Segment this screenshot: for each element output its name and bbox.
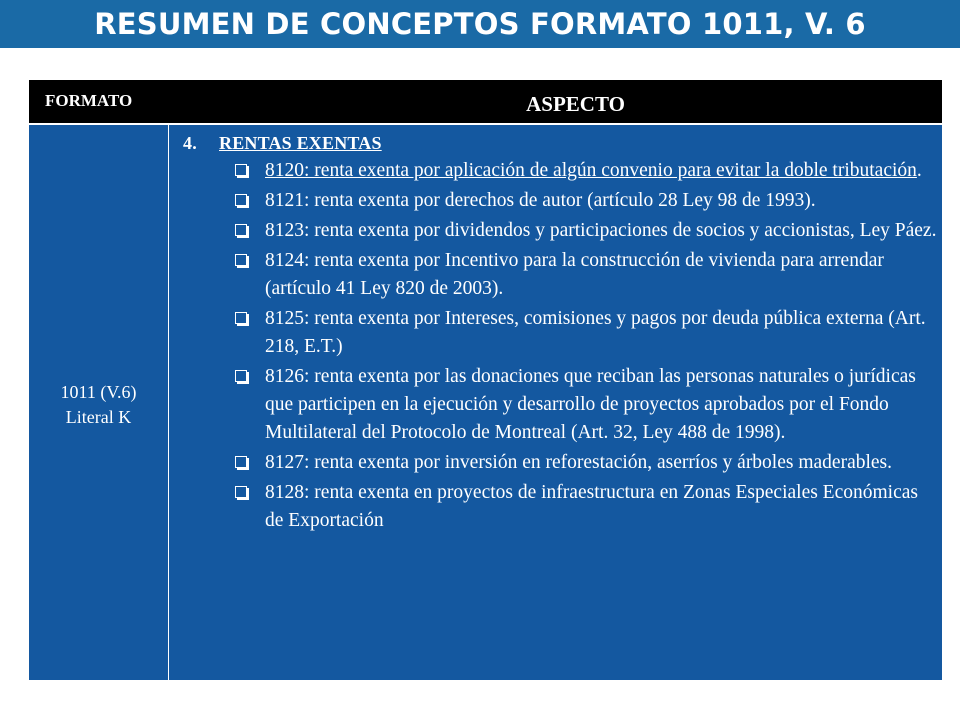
aspecto-cell	[169, 125, 942, 680]
list-item	[229, 247, 941, 303]
item-text-tail: .	[916, 160, 922, 181]
list-item	[229, 449, 941, 477]
formato-version: 1011 (V.6)	[60, 381, 137, 402]
formato-cell	[29, 125, 169, 680]
item-text: 8123: renta exenta por dividendos y participaciones de socios y accionistas, Ley Páez.	[265, 220, 937, 241]
hollow-square-bullet-icon	[235, 370, 247, 382]
item-text: 8128: renta exenta en proyectos de infraestructura en Zonas Especiales Económicas de Exportación	[265, 482, 918, 531]
hollow-square-bullet-icon	[235, 224, 247, 236]
hollow-square-bullet-icon	[235, 486, 247, 498]
formato-literal: Literal K	[65, 406, 132, 427]
item-text-underlined: 8120: renta exenta por aplicación de algún convenio para evitar la doble tributación	[265, 160, 917, 181]
list-item	[229, 187, 941, 215]
list-item	[229, 305, 941, 361]
hollow-square-bullet-icon	[235, 456, 247, 468]
header-formato: FORMATO	[45, 90, 133, 110]
section-number: 4.	[183, 133, 197, 153]
item-text: 8127: renta exenta por inversión en reforestación, aserríos y árboles maderables.	[265, 452, 893, 473]
hollow-square-bullet-icon	[235, 194, 247, 206]
list-item	[229, 157, 941, 185]
header-aspecto: ASPECTO	[526, 92, 625, 116]
concepts-table	[29, 80, 942, 680]
hollow-square-bullet-icon	[235, 312, 247, 324]
concept-list	[229, 157, 941, 537]
section-heading	[183, 129, 382, 157]
item-text: 8121: renta exenta por derechos de autor (artículo 28 Ley 98 de 1993).	[265, 190, 816, 211]
list-item	[229, 479, 941, 535]
section-label: RENTAS EXENTAS	[219, 133, 382, 153]
table-row	[29, 125, 942, 680]
page-title: RESUMEN DE CONCEPTOS FORMATO 1011, V. 6	[94, 7, 866, 41]
hollow-square-bullet-icon	[235, 164, 247, 176]
list-item	[229, 217, 941, 245]
title-bar	[0, 0, 960, 48]
item-text: 8126: renta exenta por las donaciones que reciban las personas naturales o jurídicas que participen en la ejecución y desarrollo de proyectos aprobados por el Fondo Multilateral del Protocolo de Montreal (Art. 32, Ley 488 de 1998).	[265, 366, 916, 443]
item-text: 8124: renta exenta por Incentivo para la construcción de vivienda para arrendar (artículo 41 Ley 820 de 2003).	[265, 250, 884, 299]
table-header-row	[29, 80, 942, 125]
list-item	[229, 363, 941, 447]
hollow-square-bullet-icon	[235, 254, 247, 266]
item-text: 8125: renta exenta por Intereses, comisiones y pagos por deuda pública externa (Art. 218, E.T.)	[265, 308, 926, 357]
